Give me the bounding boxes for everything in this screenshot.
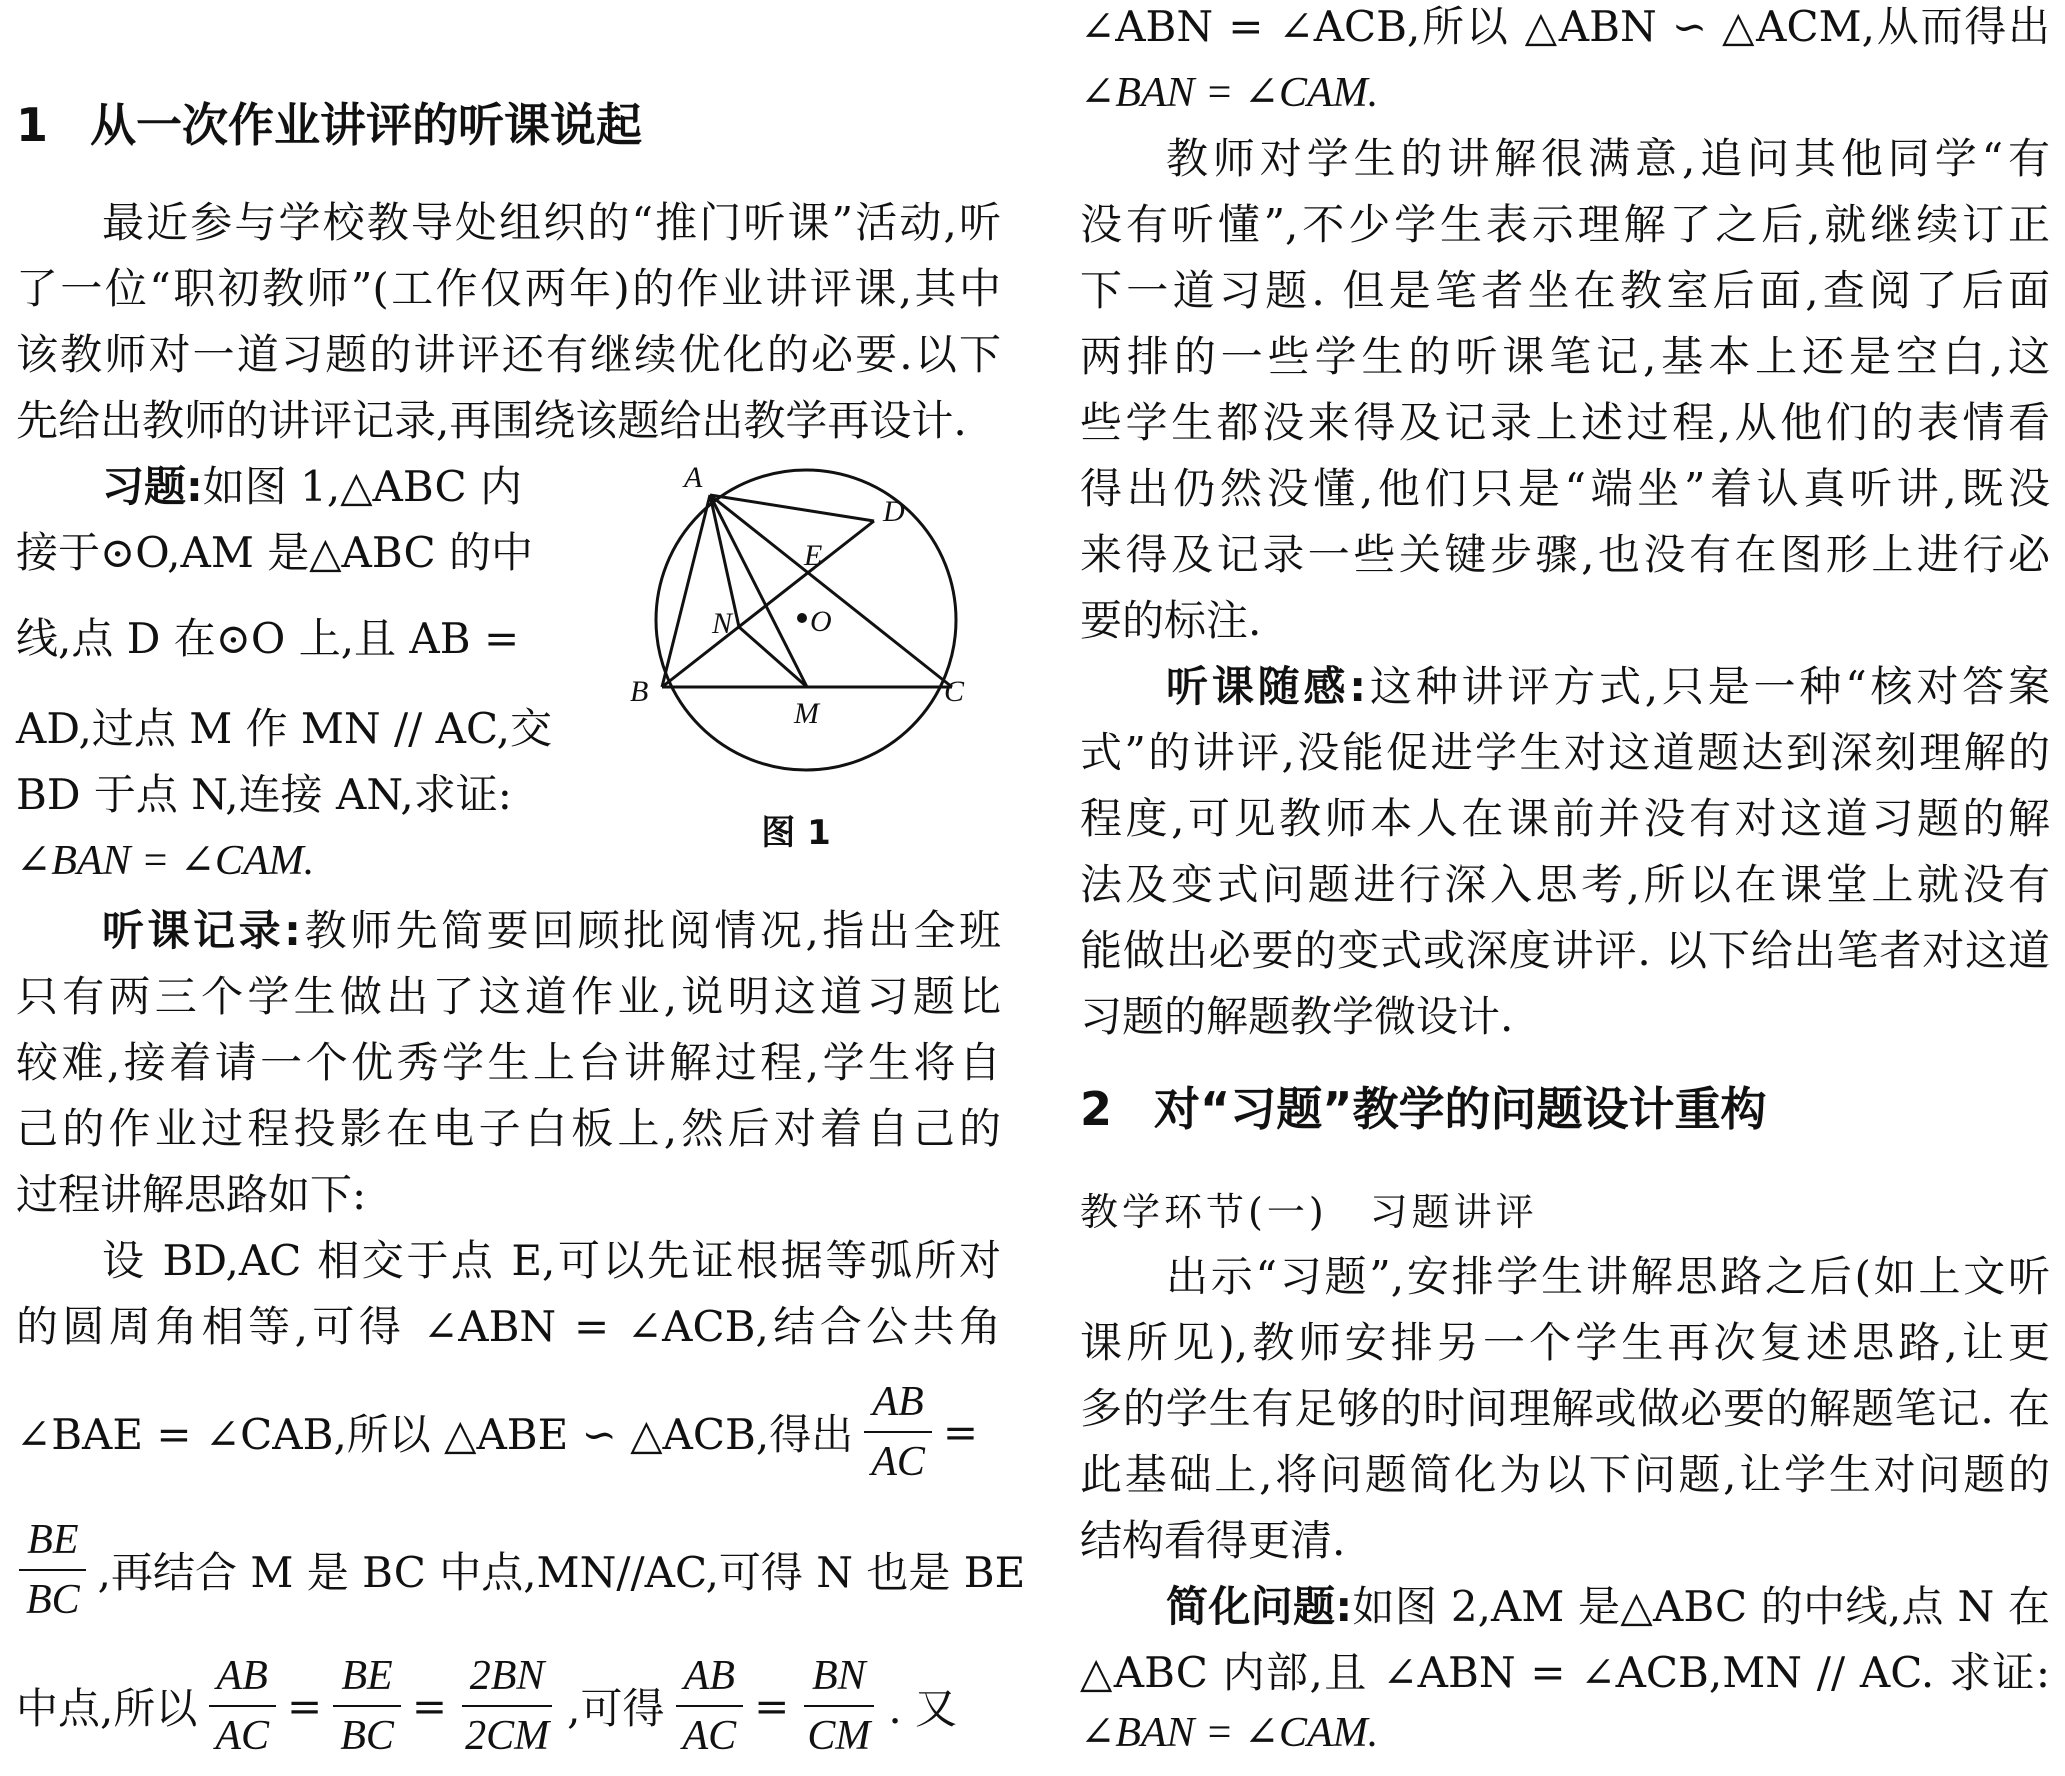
segment-am (710, 495, 807, 687)
fraction-numerator: AB (676, 1651, 743, 1707)
para1-line-3: 下一道习题. 但是笔者坐在教室后面,查阅了后面 (1080, 266, 2050, 315)
segment-bd (662, 521, 874, 687)
label-n: N (712, 607, 733, 640)
reflection-text-1: 这种讲评方式,只是一种“核对答案 (1366, 662, 2051, 711)
fraction-be-bc (18, 1515, 88, 1625)
equals-sign: = (754, 1681, 790, 1731)
fraction-2 (332, 1651, 402, 1761)
fraction-denominator: BC (26, 1577, 80, 1623)
intro-line-4: 先给出教师的讲评记录,再围绕该题给出教学再设计. (16, 396, 967, 445)
fraction-numerator: BE (333, 1651, 400, 1707)
simplified-lead: 简化问题: (1166, 1582, 1353, 1631)
cont-line-2: ∠BAN = ∠CAM. (1080, 70, 1379, 116)
subsection-heading: 教学环节(一) 习题讲评 (1080, 1190, 1538, 1234)
exercise-line-3: 线,点 D 在⊙O 上,且 AB = (16, 614, 520, 663)
fraction-ab-ac (863, 1377, 933, 1487)
fraction-4 (674, 1651, 744, 1761)
equals-sign: = (411, 1681, 448, 1731)
segment-ab (662, 495, 710, 687)
reflection-line-1 (1080, 654, 2050, 720)
fraction-denominator: CM (807, 1713, 871, 1759)
center-point-o (797, 613, 807, 623)
record-lead: 听课记录: (102, 906, 301, 955)
exercise-line-2: 接于⊙O,AM 是△ABC 的中 (16, 528, 533, 577)
fraction-numerator: BN (804, 1651, 874, 1707)
proof-line-2: 的圆周角相等,可得 ∠ABN = ∠ACB,结合公共角 (16, 1302, 1001, 1351)
section-1-title: 从一次作业讲评的听课说起 (90, 98, 642, 152)
record-line-1 (16, 898, 1001, 964)
label-o: O (810, 605, 832, 638)
exercise-line-4: AD,过点 M 作 MN // AC,交 (16, 704, 552, 753)
proof-line-3-text: ∠BAE = ∠CAB,所以 △ABE ∽ △ACB,得出 (16, 1410, 854, 1459)
figure-1 (626, 455, 966, 855)
para1-line-4: 两排的一些学生的听课笔记,基本上还是空白,这 (1080, 332, 2050, 381)
para2-line-5: 结构看得更清. (1080, 1516, 1346, 1565)
proof-line-5-lead: 中点,所以 (16, 1684, 198, 1733)
intro-line-1: 最近参与学校教导处组织的“推门听课”活动,听 (102, 198, 1001, 247)
exercise-lead: 习题: (102, 462, 203, 511)
fraction-5 (799, 1651, 878, 1761)
proof-line-5 (16, 1636, 1001, 1776)
proof-line-1: 设 BD,AC 相交于点 E,可以先证根据等弧所对 (102, 1236, 1001, 1285)
simplified-line-2: △ABC 内部,且 ∠ABN = ∠ACB,MN // AC. 求证: (1080, 1648, 2050, 1697)
proof-line-4-text: ,再结合 M 是 BC 中点,MN//AC,可得 N 也是 BE (97, 1548, 1026, 1597)
fraction-numerator: AB (209, 1651, 276, 1707)
segment-ac (710, 495, 952, 687)
fraction-numerator: BE (19, 1515, 86, 1571)
para2-line-2: 课所见),教师安排另一个学生再次复述思路,让更 (1080, 1318, 2050, 1367)
proof-line-3 (16, 1362, 1001, 1502)
record-line-4: 己的作业过程投影在电子白板上,然后对着自己的 (16, 1104, 1001, 1153)
exercise-line-1 (16, 454, 662, 520)
label-e: E (804, 539, 823, 572)
para2-line-4: 此基础上,将问题简化为以下问题,让学生对问题的 (1080, 1450, 2050, 1499)
fraction-denominator: 2CM (465, 1713, 550, 1759)
simplified-text-1: 如图 2,AM 是△ABC 的中线,点 N 在 (1352, 1582, 2050, 1631)
label-c: C (944, 675, 965, 708)
label-m: M (794, 697, 819, 730)
section-2-heading (1080, 1076, 1766, 1142)
equals-sign: = (287, 1681, 323, 1731)
exercise-line-6: ∠BAN = ∠CAM. (16, 838, 315, 884)
para2-line-3: 多的学生有足够的时间理解或做必要的解题笔记. 在 (1080, 1384, 2050, 1433)
proof-line-5-mid: ,可得 (567, 1684, 665, 1733)
exercise-text-1: 如图 1,△ABC 内 (202, 462, 522, 511)
para1-line-7: 来得及记录一些关键步骤,也没有在图形上进行必 (1080, 530, 2050, 579)
figure-1-caption: 图 1 (761, 813, 831, 853)
simplified-line-3: ∠BAN = ∠CAM. (1080, 1710, 1379, 1756)
fraction-denominator: AC (871, 1439, 925, 1485)
section-1-number: 1 (16, 98, 49, 152)
figure-1-diagram (626, 455, 966, 795)
para1-line-2: 没有听懂”,不少学生表示理解了之后,就继续订正 (1080, 200, 2050, 249)
record-line-5: 过程讲解思路如下: (16, 1170, 367, 1219)
simplified-line-1 (1080, 1574, 2050, 1640)
intro-line-2: 了一位“职初教师”(工作仅两年)的作业讲评课,其中 (16, 264, 1001, 313)
reflection-line-4: 法及变式问题进行深入思考,所以在课堂上就没有 (1080, 860, 2050, 909)
reflection-line-2: 式”的讲评,没能促进学生对这道题达到深刻理解的 (1080, 728, 2050, 777)
para1-line-6: 得出仍然没懂,他们只是“端坐”着认真听讲,既没 (1080, 464, 2050, 513)
reflection-line-5: 能做出必要的变式或深度讲评. 以下给出笔者对这道 (1080, 926, 2050, 975)
record-line-2: 只有两三个学生做出了这道作业,说明这道习题比 (16, 972, 1001, 1021)
fraction-denominator: AC (682, 1713, 737, 1759)
label-a: A (684, 461, 703, 494)
section-2-number: 2 (1080, 1082, 1113, 1136)
exercise-line-5: BD 于点 N,连接 AN,求证: (16, 770, 512, 819)
proof-line-3-eq: = (942, 1407, 979, 1457)
reflection-lead: 听课随感: (1166, 662, 1367, 711)
fraction-1 (207, 1651, 277, 1761)
segment-ad (710, 495, 874, 521)
reflection-line-3: 程度,可见教师本人在课前并没有对这道习题的解 (1080, 794, 2050, 843)
cont-line-1: ∠ABN = ∠ACB,所以 △ABN ∽ △ACM,从而得出 (1080, 2, 2050, 51)
para1-line-5: 些学生都没来得及记录上述过程,从他们的表情看 (1080, 398, 2050, 447)
proof-line-4 (8, 1500, 1026, 1640)
section-1-heading (16, 92, 642, 158)
record-line-3: 较难,接着请一个优秀学生上台讲解过程,学生将自 (16, 1038, 1001, 1087)
label-d: D (883, 495, 905, 528)
para1-line-8: 要的标注. (1080, 596, 1262, 645)
para2-line-1: 出示“习题”,安排学生讲解思路之后(如上文听 (1166, 1252, 2050, 1301)
segment-mn (739, 627, 807, 687)
fraction-denominator: BC (340, 1713, 394, 1759)
fraction-numerator: AB (864, 1377, 931, 1433)
reflection-line-6: 习题的解题教学微设计. (1080, 992, 1514, 1041)
proof-line-5-tail: . 又 (888, 1684, 958, 1733)
section-2-title: 对“习题”教学的问题设计重构 (1154, 1082, 1767, 1136)
fraction-3 (457, 1651, 557, 1761)
label-b: B (630, 675, 649, 708)
para1-line-1: 教师对学生的讲解很满意,追问其他同学“有 (1166, 134, 2050, 183)
fraction-numerator: 2BN (462, 1651, 553, 1707)
record-text-1: 教师先简要回顾批阅情况,指出全班 (300, 906, 1001, 955)
intro-line-3: 该教师对一道习题的讲评还有继续优化的必要.以下 (16, 330, 1001, 379)
fraction-denominator: AC (215, 1713, 270, 1759)
